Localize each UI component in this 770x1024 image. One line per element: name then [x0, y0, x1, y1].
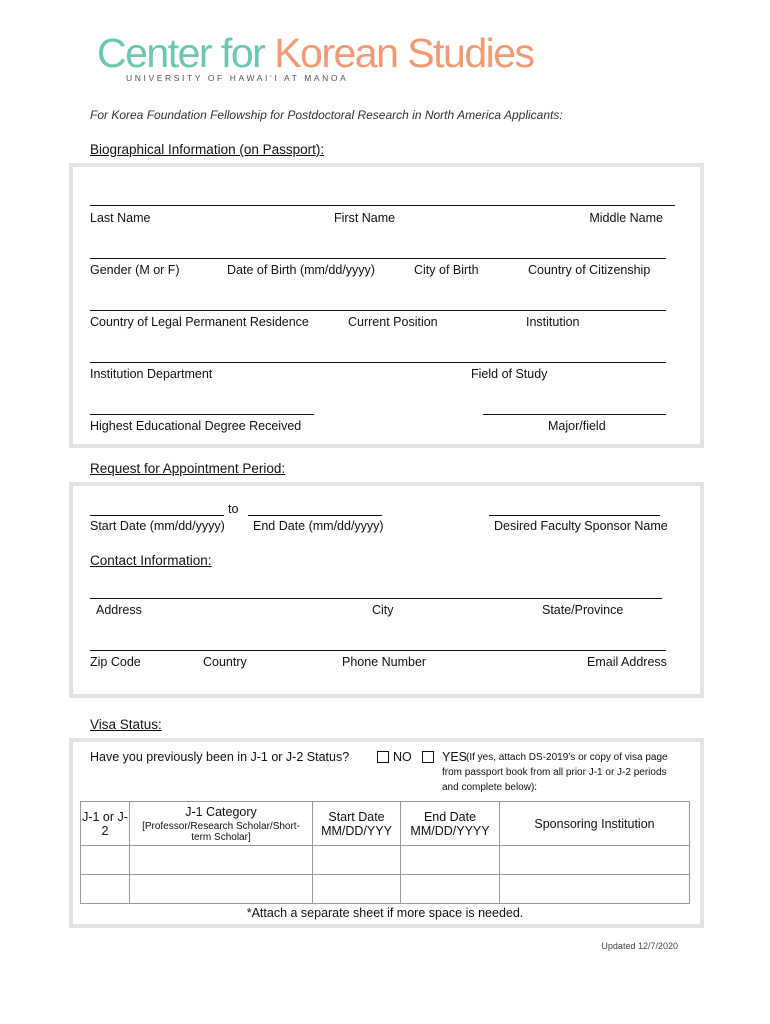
- intro-text: For Korea Foundation Fellowship for Postdoctoral Research in North America Applicants:: [90, 108, 563, 122]
- col-start-date-header: [313, 802, 401, 846]
- major-line[interactable]: [483, 414, 666, 415]
- position-line[interactable]: [90, 310, 666, 311]
- dob-label: Date of Birth (mm/dd/yyyy): [227, 263, 375, 277]
- sponsor-name-label: Desired Faculty Sponsor Name: [494, 519, 668, 533]
- zip-code-label: Zip Code: [90, 655, 141, 669]
- logo-text-center-for: Center for: [97, 30, 275, 76]
- j1-category-title: J-1 Category: [185, 804, 257, 819]
- country-residence-label: Country of Legal Permanent Residence: [90, 315, 309, 329]
- col-j1-j2-header: J-1 or J-2: [81, 802, 130, 846]
- table-cell[interactable]: [313, 875, 401, 904]
- table-cell[interactable]: [401, 846, 500, 875]
- email-address-label: Email Address: [587, 655, 667, 669]
- table-cell[interactable]: [401, 875, 500, 904]
- table-cell[interactable]: [81, 846, 130, 875]
- logo-subtitle: UNIVERSITY OF HAWAI‘I AT MANOA: [126, 73, 349, 83]
- visa-question: Have you previously been in J-1 or J-2 Status?: [90, 750, 350, 764]
- field-of-study-label: Field of Study: [471, 367, 548, 381]
- yes-checkbox[interactable]: [422, 751, 434, 763]
- degree-line[interactable]: [90, 414, 314, 415]
- middle-name-label: Middle Name: [589, 211, 663, 225]
- start-date-header-line-1: Start Date: [328, 809, 385, 824]
- address-label: Address: [96, 603, 142, 617]
- yes-label: YES: [442, 750, 468, 764]
- to-label: to: [228, 502, 239, 516]
- personal-line[interactable]: [90, 258, 666, 259]
- contact-heading: Contact Information:: [90, 553, 212, 568]
- department-line[interactable]: [90, 362, 666, 363]
- phone-number-label: Phone Number: [342, 655, 427, 669]
- institution-label: Institution: [526, 315, 580, 329]
- table-cell[interactable]: [500, 846, 690, 875]
- end-date-header-line-1: End Date: [423, 809, 477, 824]
- table-cell[interactable]: [500, 875, 690, 904]
- logo-wordmark: [97, 30, 534, 77]
- institution-department-label: Institution Department: [90, 367, 213, 381]
- start-date-header-line-2: MM/DD/YYY: [321, 823, 392, 838]
- yes-note-line-1: (If yes, attach DS-2019’s or copy of visa page: [466, 752, 668, 763]
- end-date-line[interactable]: [248, 515, 382, 516]
- first-name-label: First Name: [334, 211, 396, 225]
- table-cell[interactable]: [130, 875, 313, 904]
- appointment-heading: Request for Appointment Period:: [90, 461, 286, 476]
- col-sponsoring-institution-header: Sponsoring Institution: [500, 802, 690, 846]
- updated-date: Updated 12/7/2020: [601, 941, 678, 951]
- col-end-date-header: [401, 802, 500, 846]
- city-of-birth-label: City of Birth: [414, 263, 479, 277]
- no-label: NO: [393, 750, 412, 764]
- country-label: Country: [203, 655, 247, 669]
- city-label: City: [372, 603, 394, 617]
- table-cell[interactable]: [313, 846, 401, 875]
- visa-history-table: [80, 801, 690, 904]
- table-row: [81, 875, 690, 904]
- logo-text-korean-studies: Korean Studies: [274, 30, 534, 76]
- bio-heading: Biographical Information (on Passport):: [90, 142, 325, 157]
- current-position-label: Current Position: [348, 315, 438, 329]
- country-citizenship-label: Country of Citizenship: [528, 263, 651, 277]
- major-field-label: Major/field: [548, 419, 606, 433]
- table-header-row: [81, 802, 690, 846]
- start-date-line[interactable]: [90, 515, 224, 516]
- table-cell[interactable]: [130, 846, 313, 875]
- name-line[interactable]: [90, 205, 675, 206]
- yes-note-line-3: and complete below):: [442, 782, 538, 793]
- attach-note: *Attach a separate sheet if more space is needed.: [246, 906, 524, 920]
- highest-degree-label: Highest Educational Degree Received: [90, 419, 302, 433]
- gender-label: Gender (M or F): [90, 263, 180, 277]
- state-province-label: State/Province: [542, 603, 624, 617]
- table-cell[interactable]: [81, 875, 130, 904]
- j1-category-subtitle: [Professor/Research Scholar/Short-term Scholar]: [142, 820, 300, 843]
- start-date-label: Start Date (mm/dd/yyyy): [90, 519, 225, 533]
- col-j1-category-header: [130, 802, 313, 846]
- table-row: [81, 846, 690, 875]
- last-name-label: Last Name: [90, 211, 151, 225]
- visa-heading: Visa Status:: [90, 717, 162, 732]
- phone-line[interactable]: [90, 650, 666, 651]
- yes-note-line-2: from passport book from all prior J-1 or J-2 periods: [442, 767, 667, 778]
- end-date-header-line-2: MM/DD/YYYY: [410, 823, 490, 838]
- end-date-label: End Date (mm/dd/yyyy): [253, 519, 384, 533]
- sponsor-line[interactable]: [489, 515, 660, 516]
- no-checkbox[interactable]: [377, 751, 389, 763]
- address-line[interactable]: [90, 598, 662, 599]
